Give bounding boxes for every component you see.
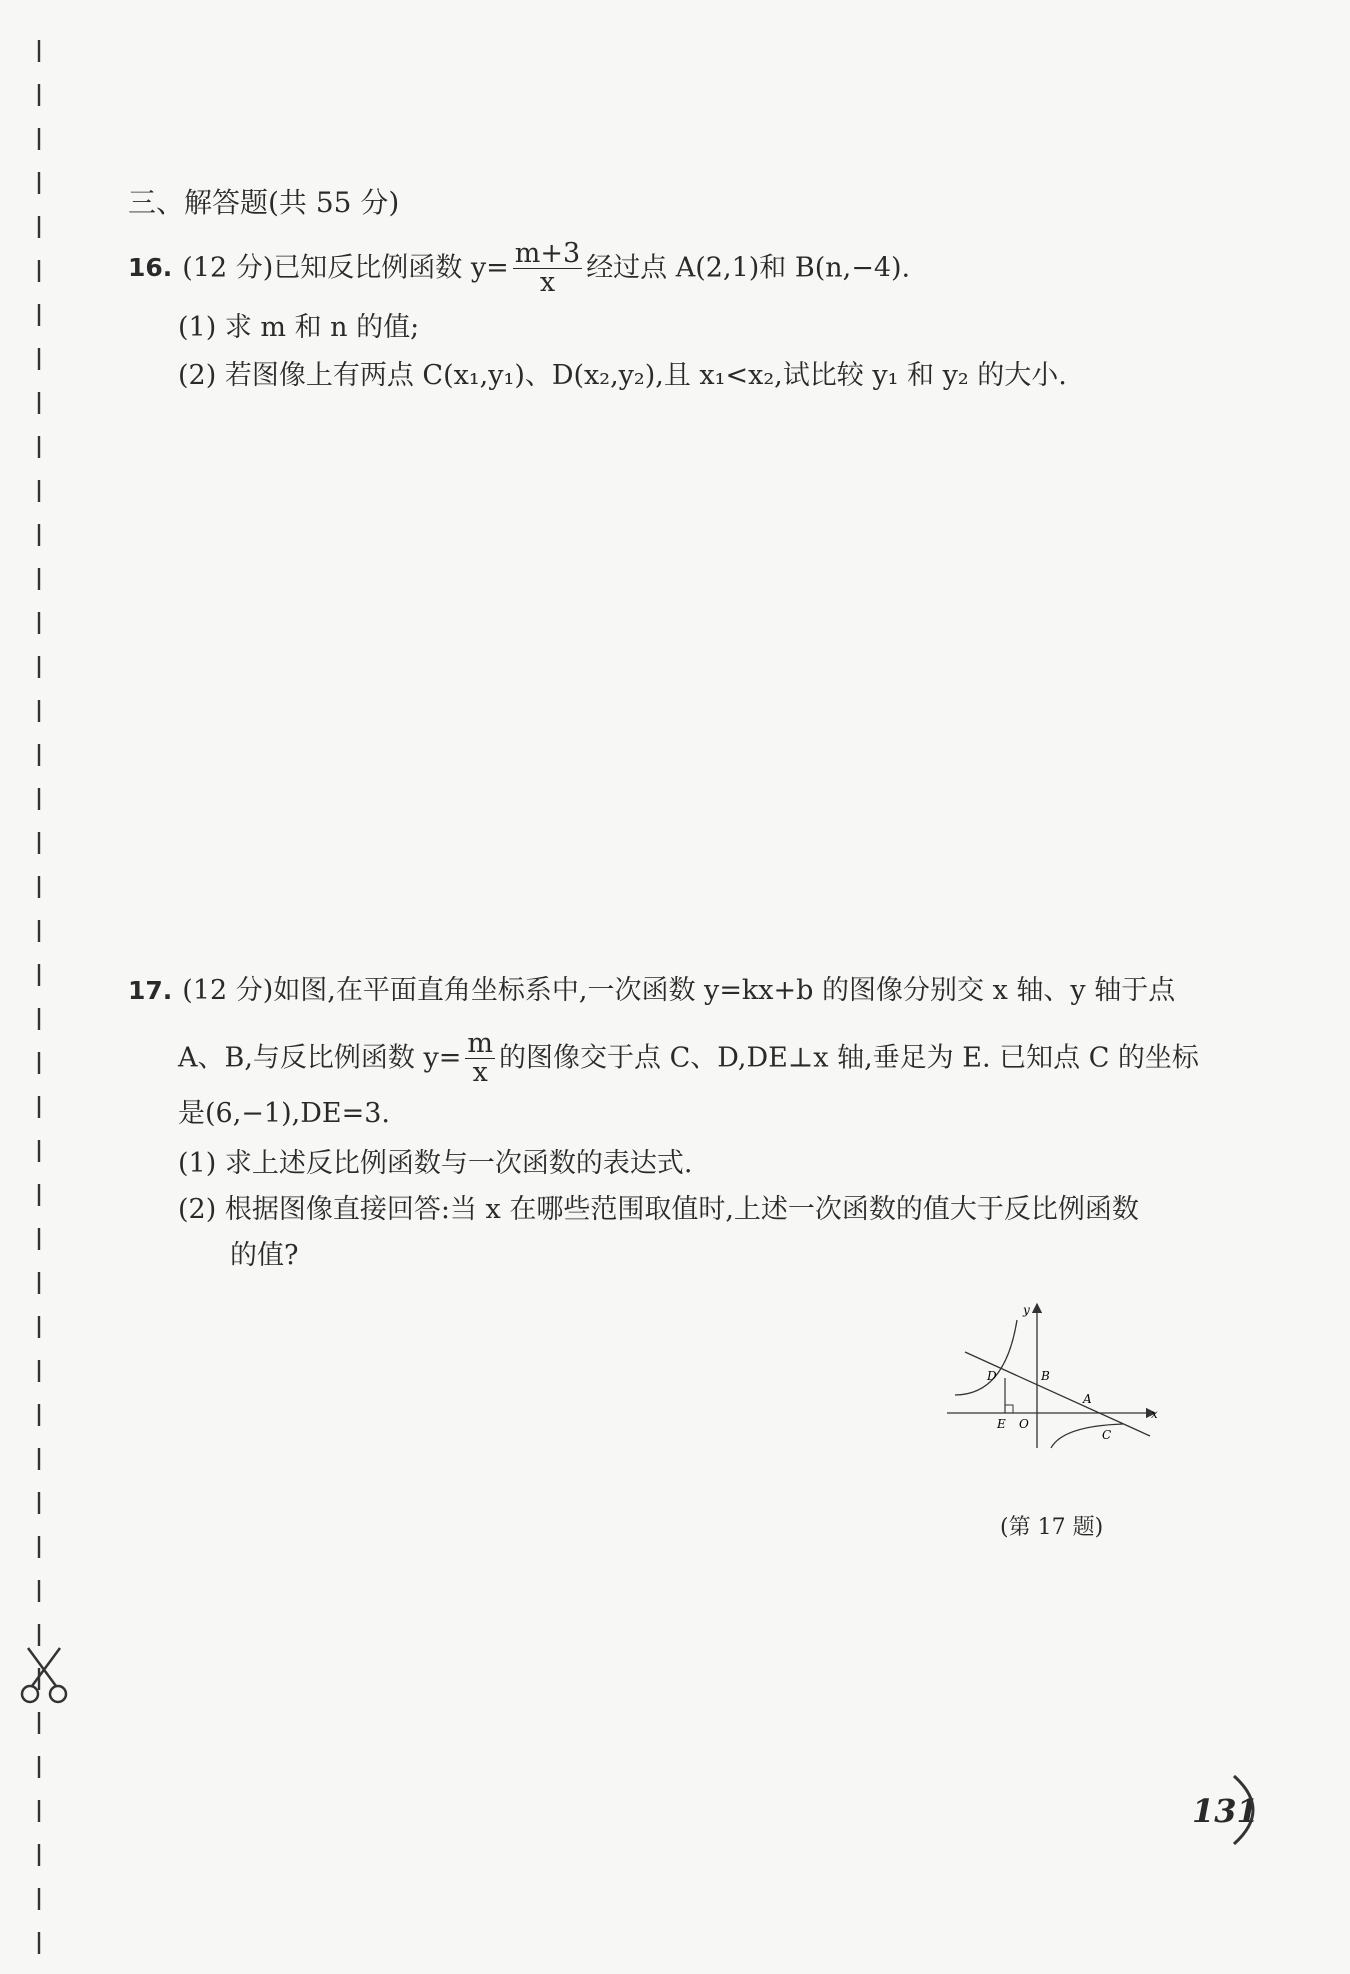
q16-stem-a: 已知反比例函数 y= bbox=[273, 252, 509, 284]
linear-function-line bbox=[965, 1352, 1150, 1436]
q17-line3: 是(6,−1),DE=3. bbox=[178, 1098, 390, 1129]
q17-part2-a: (2) 根据图像直接回答:当 x 在哪些范围取值时,上述一次函数的值大于反比例函数 bbox=[178, 1194, 1139, 1225]
q17-line1 bbox=[128, 975, 1175, 1007]
q16-part1: (1) 求 m 和 n 的值; bbox=[178, 312, 420, 343]
hyperbola-right-branch bbox=[1051, 1424, 1123, 1448]
q16-score: (12 分) bbox=[182, 252, 274, 284]
q17-frac-num: m bbox=[467, 1028, 493, 1059]
q17-number: 17. bbox=[128, 976, 173, 1005]
label-E: E bbox=[997, 1417, 1006, 1431]
q17-line2 bbox=[178, 1030, 1199, 1088]
label-O: O bbox=[1019, 1417, 1029, 1431]
label-D: D bbox=[987, 1369, 997, 1383]
label-x: x bbox=[1151, 1407, 1158, 1421]
q16-fraction bbox=[513, 240, 582, 298]
q17-figure bbox=[945, 1300, 1165, 1450]
page-number-arc bbox=[1228, 1770, 1278, 1850]
hyperbola-left-branch bbox=[955, 1320, 1017, 1395]
q16-number: 16. bbox=[128, 253, 173, 283]
label-B: B bbox=[1041, 1369, 1050, 1383]
page-number: 131 bbox=[1192, 1792, 1259, 1830]
q17-score: (12 分) bbox=[182, 975, 274, 1006]
q16-stem bbox=[128, 240, 910, 298]
section-title: 三、解答题(共 55 分) bbox=[128, 186, 400, 219]
label-y: y bbox=[1023, 1303, 1030, 1317]
scissors-icon bbox=[14, 1640, 74, 1710]
q17-line1-text: 如图,在平面直角坐标系中,一次函数 y=kx+b 的图像分别交 x 轴、y 轴于点 bbox=[273, 975, 1176, 1006]
q17-part2-b: 的值? bbox=[230, 1240, 299, 1271]
q16-stem-b: 经过点 A(2,1)和 B(n,−4). bbox=[586, 252, 911, 284]
q16-part2: (2) 若图像上有两点 C(x₁,y₁)、D(x₂,y₂),且 x₁<x₂,试比较 y₁ 和 y₂ 的大小. bbox=[178, 360, 1067, 391]
figure-caption: (第 17 题) bbox=[1000, 1515, 1104, 1540]
right-angle-mark bbox=[1005, 1405, 1013, 1413]
q17-line2-a: A、B,与反比例函数 y= bbox=[178, 1042, 462, 1074]
q17-part1: (1) 求上述反比例函数与一次函数的表达式. bbox=[178, 1148, 693, 1179]
q16-frac-den: x bbox=[539, 267, 556, 299]
label-A: A bbox=[1083, 1392, 1092, 1406]
q17-line2-b: 的图像交于点 C、D,DE⊥x 轴,垂足为 E. 已知点 C 的坐标 bbox=[499, 1042, 1199, 1074]
label-C: C bbox=[1102, 1428, 1112, 1442]
q17-fraction bbox=[465, 1030, 495, 1088]
q17-frac-den: x bbox=[472, 1057, 488, 1089]
q16-frac-num: m+3 bbox=[514, 238, 581, 269]
